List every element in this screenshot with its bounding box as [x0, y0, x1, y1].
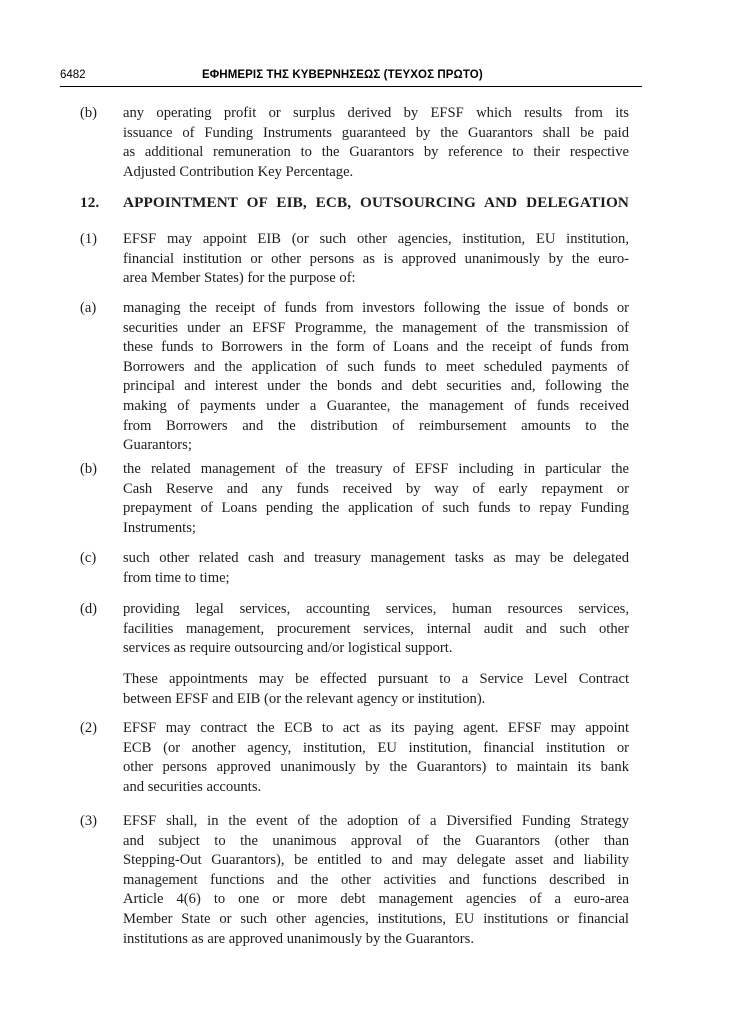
text-line: institutions as are approved unanimously by the Guarantors. — [123, 930, 474, 947]
text-line: These appointments may be effected pursuant to a Service Level Contract — [123, 671, 629, 687]
item-label: (a) — [80, 300, 97, 316]
item-label: (2) — [80, 720, 98, 736]
paragraph-appointments — [123, 670, 629, 709]
text-line: issuance of Funding Instruments guaranteed by the Guarantors shall be paid — [123, 124, 629, 141]
paragraph-1-appoint-eib — [123, 230, 629, 289]
text-line: Borrowers and the application of such funds to meet scheduled payments of — [123, 358, 629, 375]
text-line: Article 4(6) to one or more debt management agencies of a euro-area — [123, 891, 629, 908]
text-line: financial institution or other persons as is approved unanimously by the euro- — [123, 250, 629, 267]
text-line: EFSF shall, in the event of the adoption of a Diversified Funding Strategy — [123, 813, 629, 829]
text-line: securities under an EFSF Programme, the management of the transmission of — [123, 319, 629, 336]
text-line: the related management of the treasury of EFSF including in particular the — [123, 461, 629, 477]
text-line: Stepping-Out Guarantors), be entitled to and may delegate asset and liability — [123, 852, 629, 869]
text-line: such other related cash and treasury management tasks as may be delegated — [123, 550, 629, 566]
heading-text: APPOINTMENT OF EIB, ECB, OUTSOURCING AND DELEGATION — [123, 194, 629, 211]
text-line: between EFSF and EIB (or the relevant agency or institution). — [123, 690, 486, 707]
text-line: area Member States) for the purpose of: — [123, 270, 356, 287]
item-label: (c) — [80, 550, 97, 566]
text-line: providing legal services, accounting services, human resources services, — [123, 601, 629, 617]
text-line: Adjusted Contribution Key Percentage. — [123, 163, 354, 180]
text-line: any operating profit or surplus derived by EFSF which results from its — [123, 105, 629, 121]
text-line: these funds to Borrowers in the form of Loans and the receipt of funds from — [123, 339, 629, 356]
text-line: ECB (or another agency, institution, EU institution, financial institution or — [123, 739, 629, 756]
item-label: (b) — [80, 461, 98, 477]
paragraph-b-profit — [123, 104, 629, 182]
text-line: managing the receipt of funds from investors following the issue of bonds or — [123, 300, 629, 316]
text-line: Instruments; — [123, 519, 196, 536]
paragraph-d-services — [123, 600, 629, 659]
text-line: facilities management, procurement services, internal audit and such other — [123, 620, 629, 637]
text-line: from Borrowers and the distribution of reimbursement amounts to the — [123, 417, 629, 434]
text-line: prepayment of Loans pending the application of such funds to repay Funding — [123, 500, 629, 517]
text-line: EFSF may contract the ECB to act as its paying agent. EFSF may appoint — [123, 720, 629, 736]
paragraph-a-managing-funds — [123, 299, 629, 456]
gazette-title: ΕΦΗΜΕΡΙΣ ΤΗΣ ΚΥΒΕΡΝΗΣΕΩΣ (ΤΕΥΧΟΣ ΠΡΩΤΟ) — [202, 69, 483, 81]
paragraph-b-treasury — [123, 460, 629, 538]
item-label: (d) — [80, 601, 98, 617]
text-line: principal and interest under the bonds and debt securities and, following the — [123, 378, 629, 395]
text-line: other persons approved unanimously by the Guarantors) to maintain its bank — [123, 759, 629, 776]
article-heading — [123, 193, 629, 213]
text-line: from time to time; — [123, 569, 230, 586]
text-line: making of payments under a Guarantee, the management of funds received — [123, 397, 629, 414]
text-line: and securities accounts. — [123, 778, 262, 795]
text-line: services as require outsourcing and/or logistical support. — [123, 640, 453, 657]
text-line: management functions and the other activities and functions described in — [123, 871, 629, 888]
text-line: as additional remuneration to the Guarantors by reference to their respective — [123, 144, 629, 161]
item-label: (b) — [80, 105, 98, 121]
page-number: 6482 — [60, 69, 86, 81]
paragraph-2-ecb — [123, 719, 629, 797]
text-line: Member State or such other agencies, institutions, EU institutions or financial — [123, 910, 629, 927]
item-label: (3) — [80, 813, 98, 829]
text-line: Cash Reserve and any funds received by way of early repayment or — [123, 480, 629, 497]
item-label: (1) — [80, 231, 98, 247]
paragraph-3-delegation — [123, 812, 629, 949]
paragraph-c-cash-tasks — [123, 549, 629, 588]
text-line: Guarantors; — [123, 437, 192, 454]
text-line: EFSF may appoint EIB (or such other agencies, institution, EU institution, — [123, 231, 629, 247]
header-rule — [60, 86, 642, 87]
text-line: and subject to the unanimous approval of the Guarantors (other than — [123, 832, 629, 849]
running-header — [60, 69, 640, 85]
article-number: 12. — [80, 194, 100, 211]
